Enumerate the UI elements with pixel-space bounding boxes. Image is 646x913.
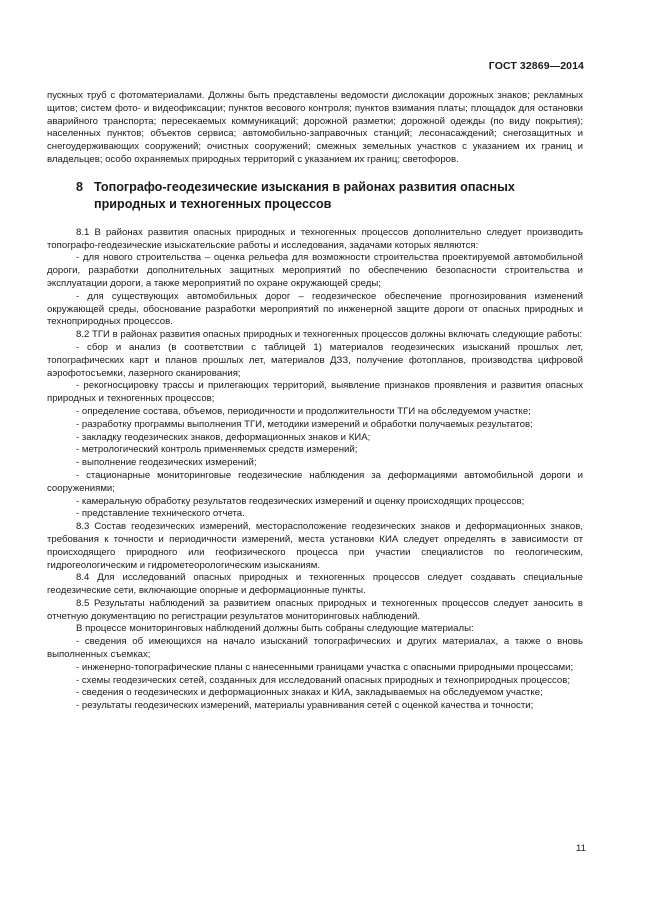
list-item: - рекогносцировку трассы и прилегающих территорий, выявление признаков проявления и развития опасных природных и техногенных процессов; (47, 380, 583, 405)
list-item: - камеральную обработку результатов геодезических измерений и оценку происходящих процессов; (76, 495, 525, 507)
list-item: - сведения о геодезических и деформационных знаках и КИА, закладываемых на обследуемом участке; (76, 687, 543, 699)
materials-intro: В процессе мониторинговых наблюдений должны быть собраны следующие материалы: (76, 623, 474, 635)
list-item: - разработку программы выполнения ТГИ, методики измерений и обработки получаемых результатов; (76, 418, 533, 430)
section-number: 8 (76, 179, 84, 194)
list-item: - сбор и анализ (в соответствии с таблицей 1) материалов геодезических изысканий прошлых лет, топографических карт и планов прошлых лет, материалов ДЗЗ, получение фотопланов, производства цифровой аэрофотосъемки, лазерного сканирования; (47, 341, 583, 379)
list-item: - для нового строительства – оценка рельефа для возможности строительства проектируемой автомобильной дороги, разработки дополнительных защитных мероприятий по обеспечению безопасности строительства и эксплуатации дороги, а также мероприятий по охране окружающей среды; (47, 252, 583, 289)
section-title-line2: природных и техногенных процессов (94, 196, 332, 211)
list-item: - схемы геодезических сетей, созданных для исследований опасных природных и технoприродных процессов; (76, 674, 571, 686)
paragraph-8-5: 8.5 Результаты наблюдений за развитием опасных природных и техногенных процессов следует заносить в отчетную документацию по регистрации результатов мониторинговых наблюдений. (47, 597, 583, 622)
list-item: - результаты геодезических измерений, материалы уравнивания сетей с оценкой качества и точности; (76, 700, 534, 712)
paragraph-8-4: 8.4 Для исследований опасных природных и техногенных процессов следует создавать специальные геодезические сети, включающие опорные и деформационные пункты. (47, 572, 583, 597)
list-item: - определение состава, объемов, периодичности и продолжительности ТГИ на обследуемом участке; (76, 405, 531, 417)
list-item: - сведения об имеющихся на начало изысканий топографических и других материалах, а также о вновь выполненных съемках; (47, 636, 583, 661)
list-item: - инженерно-топографические планы с нанесенными границами участка с опасными природными процессами; (76, 661, 574, 673)
intro-paragraph: пускных труб с фотоматериалами. Должны быть представлены ведомости дислокации дорожных знаков; рекламных щитов; систем фото- и видеофиксации; пунктов весового контроля; пунктов взимания платы; площадок для остановки аварийного транспорта; пересекаемых коммуникаций; дорожной разметки; дорожной одежды (по виду покрытия); населенных пунктов; объектов сервиса; автомобильно-заправочных станций; лесонасаждений; снегозащитных и снегоудерживающих сооружений; очистных сооружений; смежных земельных участков с указанием их границ и владельцев; особо охраняемых природных территорий с указанием их границ; светофоров. (47, 90, 583, 165)
list-item: - представление технического отчета. (76, 508, 245, 520)
list-item: - закладку геодезических знаков, деформационных знаков и КИА; (76, 431, 371, 443)
list-item: - метрологический контроль применяемых средств измерений; (76, 444, 358, 456)
section-heading (47, 179, 583, 213)
section-title-line1: Топографо-геодезические изыскания в районах развития опасных (94, 179, 515, 194)
page-number: 11 (576, 843, 586, 854)
paragraph-8-1: 8.1 В районах развития опасных природных и техногенных процессов дополнительно следует производить топографо-геодезические изыскательские работы и исследования, задачами которых являются: (47, 226, 583, 251)
paragraph-8-3: 8.3 Состав геодезических измерений, месторасположение геодезических знаков и деформационных знаков, требования к точности и периодичности измерений, места установки КИА следует определять в зависимости от происходящего природного или геофизического процесса при участии специалистов по геологическим, гидрогеологическим и гидрометеорологическим изысканиям. (47, 521, 583, 571)
list-item: - стационарные мониторинговые геодезические наблюдения за деформациями автомобильной дороги и сооружениями; (47, 469, 583, 494)
paragraph-8-2: 8.2 ТГИ в районах развития опасных природных и техногенных процессов должны включать следующие работы: (76, 329, 582, 341)
document-body (47, 90, 583, 713)
document-code-header: ГОСТ 32869—2014 (488, 60, 584, 72)
list-item: - выполнение геодезических измерений; (76, 457, 257, 469)
list-item: - для существующих автомобильных дорог – геодезическое обеспечение прогнозирования изменений окружающей среды, обоснование разработки мероприятий по инженерной защите дороги от опасных природных и технoприродных процессов. (47, 290, 583, 328)
